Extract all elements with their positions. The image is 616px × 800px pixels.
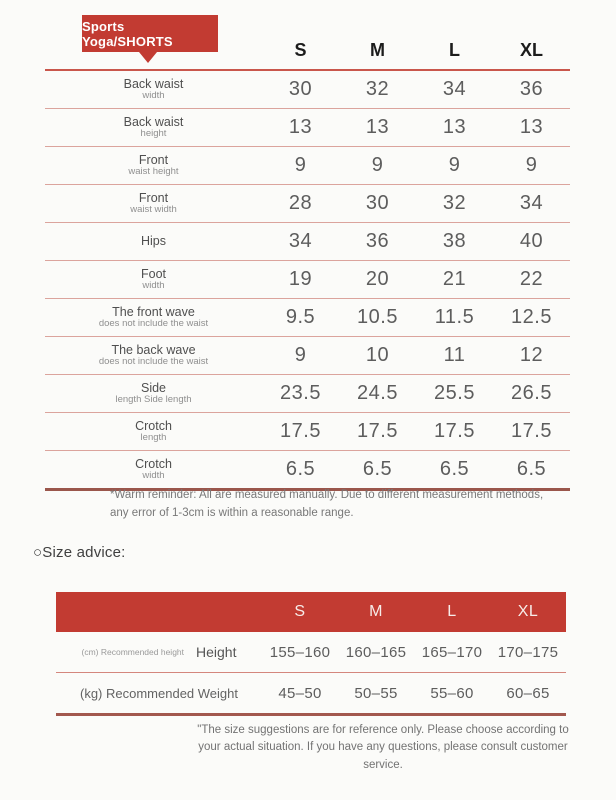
cell-value-m: 30 [365,192,390,214]
cell-value-l: 38 [442,230,467,252]
size-table-body [45,69,570,491]
row-label-sub: length Side length [115,394,192,406]
size-advice-header-bar [56,592,566,632]
cell-value-m: 24.5 [357,382,398,404]
row-label [45,115,262,140]
row-label-main: Foot [140,266,166,281]
cell-value-xl: 40 [519,230,544,252]
row-label-main: Crotch [135,418,172,433]
table-row [45,451,570,488]
table-row [45,223,570,261]
row-label-sub: height [140,128,167,140]
cell-value-l: 25.5 [434,382,475,404]
advice-column-l: L [447,603,457,620]
cell-value-m: 6.5 [362,458,393,480]
weight-value-xl: 60–65 [506,684,550,702]
row-label-main: Front [138,152,169,167]
table-row [45,109,570,147]
size-advice-table [56,592,566,716]
advice-column-m: M [369,603,383,620]
row-label-main: Back waist [123,76,184,91]
row-label-sub: length [140,432,167,444]
cell-value-l: 6.5 [439,458,470,480]
cell-value-xl: 12 [519,344,544,366]
cell-value-s: 34 [288,230,313,252]
recommended-height-row [56,632,566,673]
cell-value-l: 34 [442,78,467,100]
row-label [45,381,262,406]
cell-value-xl: 17.5 [511,420,552,442]
row-label [45,153,262,178]
weight-value-s: 45–50 [278,684,322,702]
height-value-xl: 170–175 [497,643,559,661]
table-row [45,337,570,375]
row-label [45,457,262,482]
size-advice-footnote: "The size suggestions are for reference only. Please choose according to your actual situation. If you have any questions, please consult customer service. [197,724,569,771]
recommended-weight-row [56,673,566,713]
row-label-sub: width [142,470,165,482]
row-label [45,305,262,330]
row-label-sub: width [142,90,165,102]
weight-value-m: 50–55 [354,684,398,702]
size-advice-heading: ○Size advice: [33,544,126,561]
advice-column-xl: XL [517,603,539,620]
cell-value-l: 21 [442,268,467,290]
cell-value-s: 19 [288,268,313,290]
row-label [45,191,262,216]
cell-value-l: 11 [443,344,466,366]
cell-value-s: 6.5 [285,458,316,480]
cell-value-m: 9 [371,154,384,176]
row-label-main: The back wave [111,342,196,357]
cell-value-xl: 22 [519,268,544,290]
cell-value-s: 9.5 [285,306,316,328]
row-label-main: Hips [140,234,166,249]
row-label-sub: waist height [128,166,179,178]
table-row [45,147,570,185]
row-label [45,234,262,248]
row-label-sub: does not include the waist [98,356,209,368]
cell-value-xl: 6.5 [516,458,547,480]
advice-column-s: S [294,603,306,620]
cell-value-m: 10.5 [357,306,398,328]
row-label [45,77,262,102]
column-header-xl: XL [519,40,543,60]
height-value-l: 165–170 [421,643,483,661]
cell-value-xl: 26.5 [511,382,552,404]
height-value-m: 160–165 [345,643,407,661]
cell-value-l: 32 [442,192,467,214]
row-label-sub: width [142,280,165,292]
row-label-sub: waist width [130,204,177,216]
cell-value-s: 28 [288,192,313,214]
cell-value-m: 10 [365,344,390,366]
warm-reminder-note: *Warm reminder: All are measured manually. Due to different measurement methods, any error of 1-3cm is within a reasonable range. [110,489,544,519]
product-badge-label: Sports Yoga/SHORTS [82,18,173,49]
row-label [45,419,262,444]
cell-value-l: 9 [448,154,461,176]
weight-row-label: (kg) Recommended Weight [80,685,238,701]
cell-value-s: 9 [294,344,307,366]
cell-value-m: 36 [365,230,390,252]
cell-value-l: 11.5 [434,306,475,328]
table-row [45,413,570,451]
height-row-unit-note: (cm) Recommended height [81,647,185,657]
row-label-main: Front [138,190,169,205]
table-row [45,375,570,413]
cell-value-m: 20 [365,268,390,290]
cell-value-s: 30 [288,78,313,100]
cell-value-s: 23.5 [280,382,321,404]
cell-value-m: 13 [365,116,390,138]
cell-value-s: 13 [288,116,313,138]
product-badge [82,15,218,52]
cell-value-xl: 9 [525,154,538,176]
cell-value-l: 13 [442,116,467,138]
badge-pointer-shape [139,52,157,63]
row-label-sub: does not include the waist [98,318,209,330]
column-header-s: S [294,40,307,60]
table-row [45,185,570,223]
row-label-main: Crotch [135,456,172,471]
row-label-main: Back waist [123,114,184,129]
cell-value-l: 17.5 [434,420,475,442]
cell-value-m: 17.5 [357,420,398,442]
cell-value-xl: 12.5 [511,306,552,328]
column-header-l: L [449,40,460,60]
cell-value-s: 17.5 [280,420,321,442]
row-label [45,267,262,292]
cell-value-m: 32 [365,78,390,100]
height-row-label [56,644,262,660]
height-row-title: Height [196,644,237,660]
weight-value-l: 55–60 [430,684,474,702]
table-row [45,261,570,299]
row-label-main: Side [140,380,167,395]
table-row [45,299,570,337]
height-value-s: 155–160 [269,643,331,661]
cell-value-xl: 34 [519,192,544,214]
cell-value-xl: 36 [519,78,544,100]
cell-value-s: 9 [294,154,307,176]
row-label-main: The front wave [112,304,195,319]
cell-value-xl: 13 [519,116,544,138]
row-label [45,343,262,368]
table-row [45,71,570,109]
column-header-m: M [370,40,385,60]
